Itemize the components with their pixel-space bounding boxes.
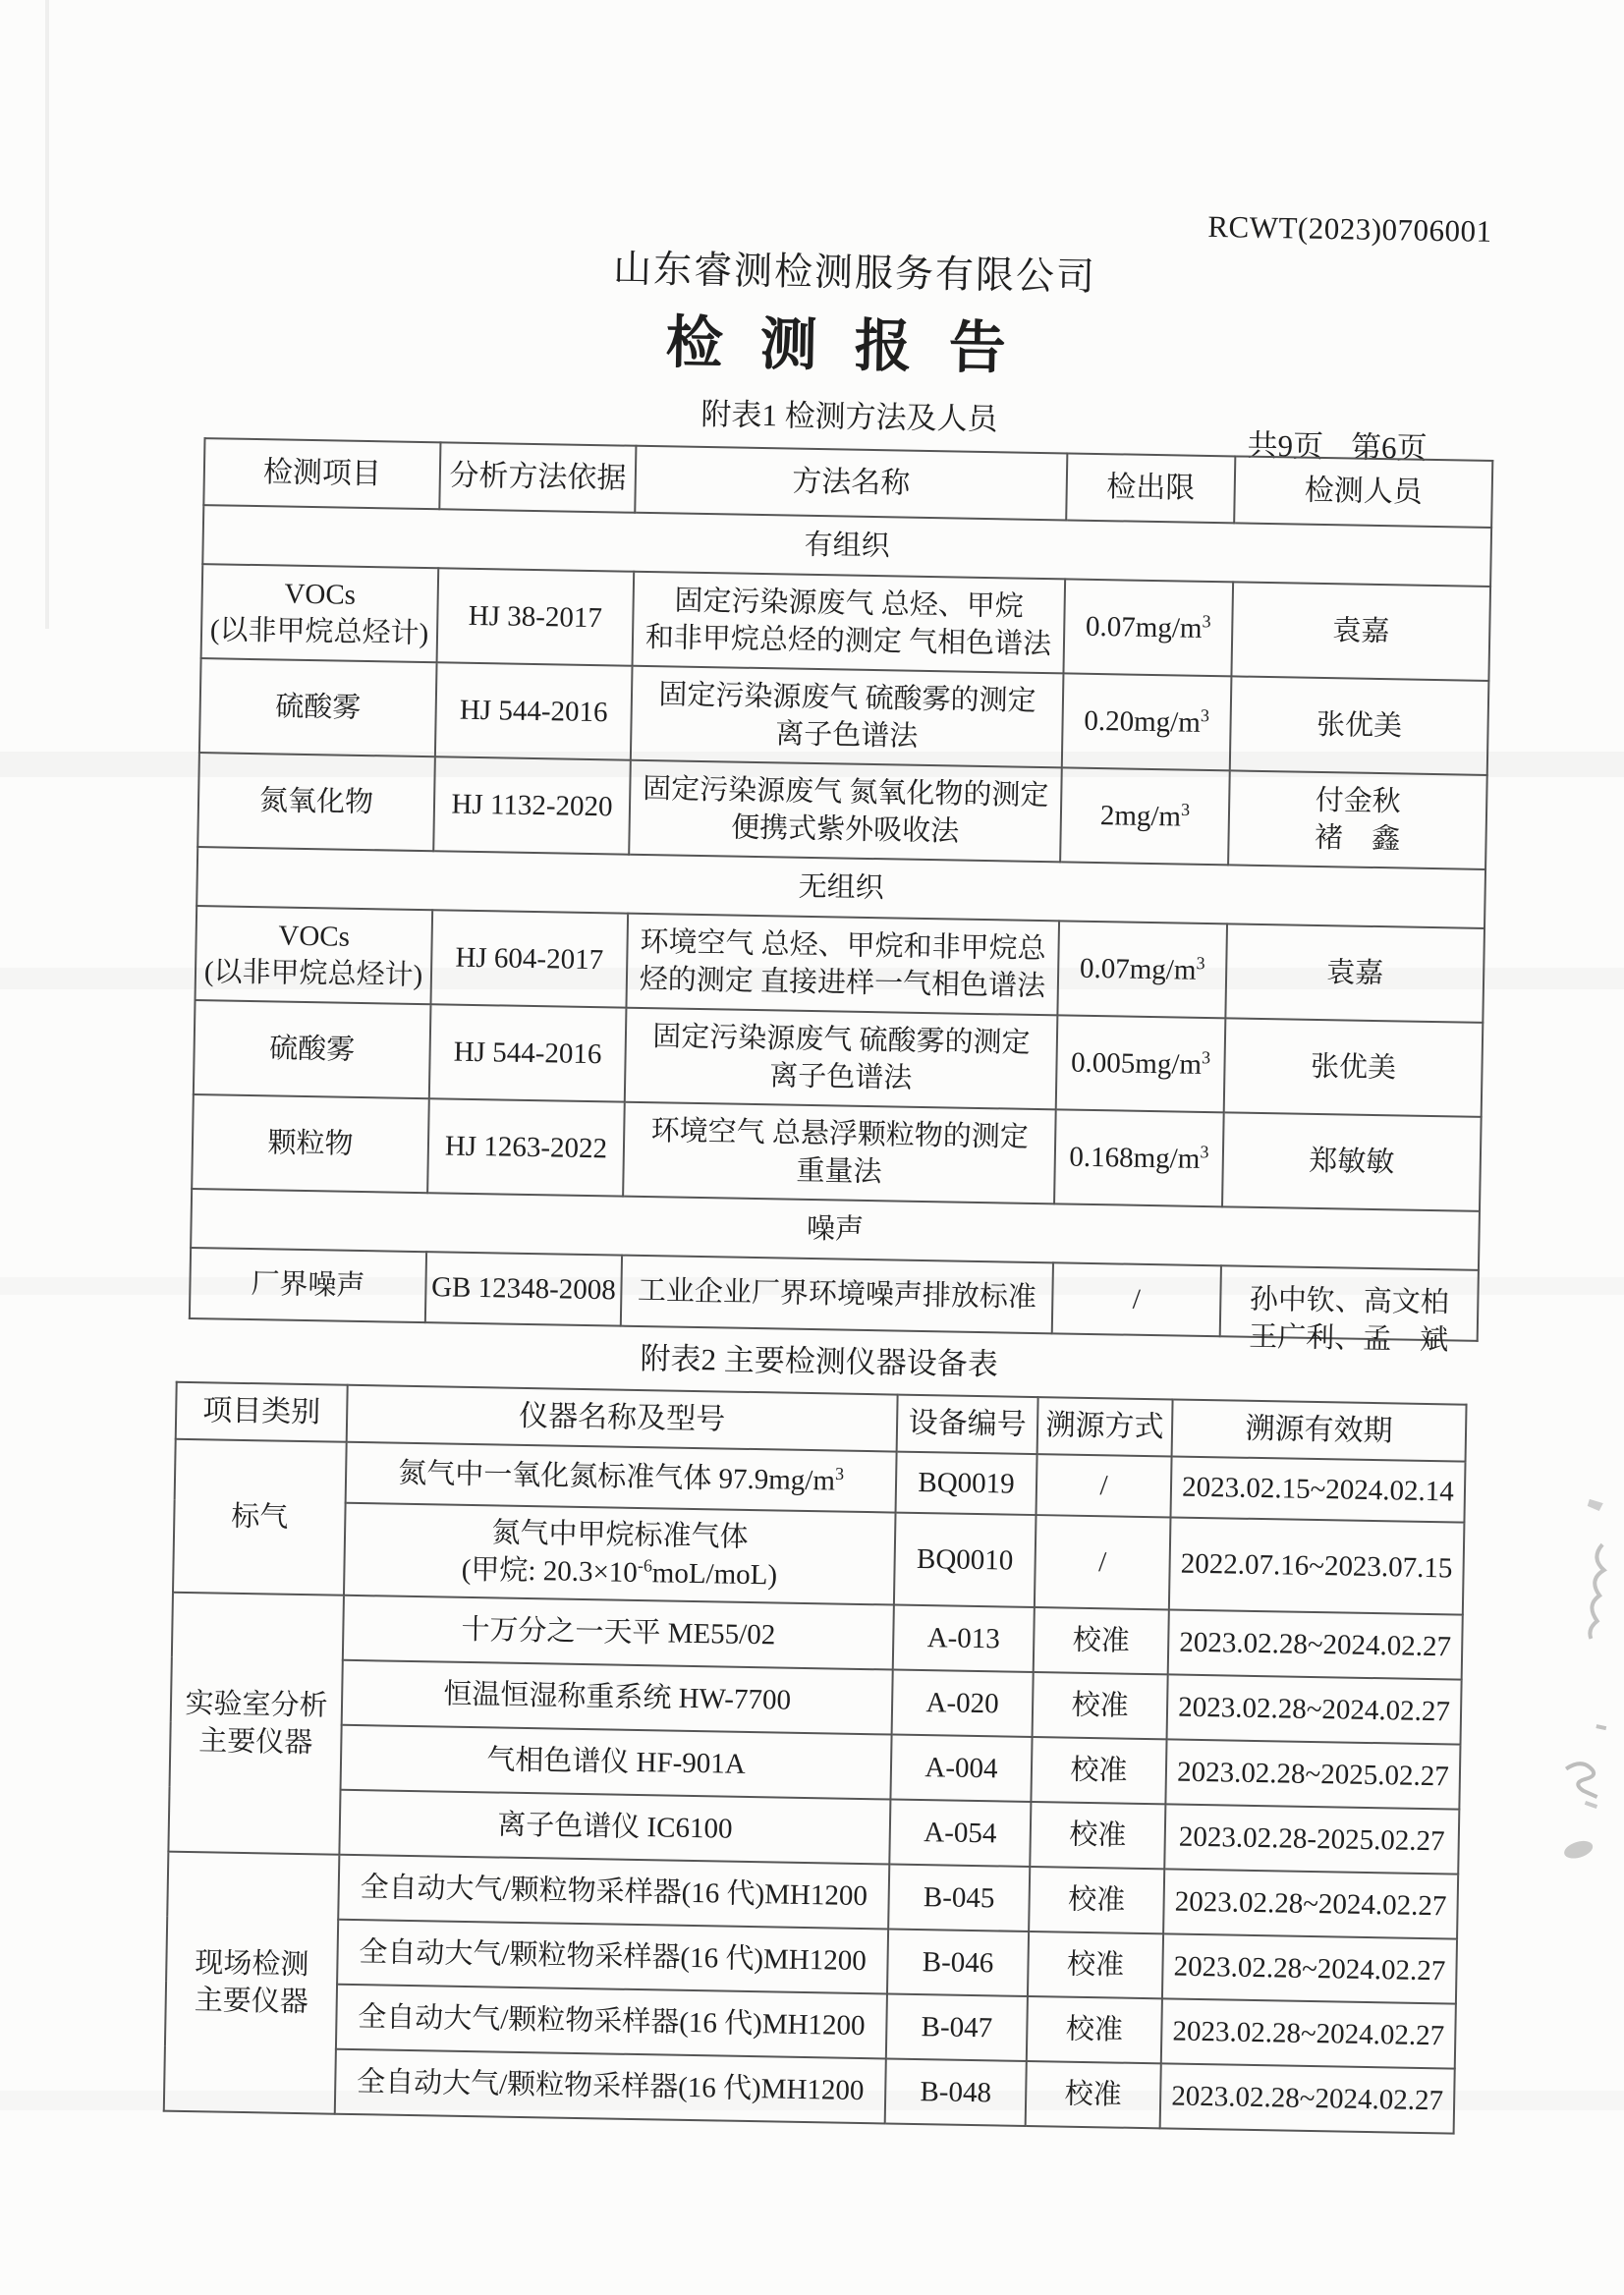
table1-cell: 固定污染源废气 氮氧化物的测定 便携式紫外吸收法 (629, 760, 1062, 863)
table1-cell: $0.07mg/m^3$ (1057, 921, 1227, 1018)
table2-cell: 全自动大气/颗粒物采样器(16 代)MH1200 (337, 1920, 888, 1994)
table2-cell: 恒温恒湿称重系统 HW-7700 (342, 1660, 893, 1735)
table1-cell: 环境空气 总烃、甲烷和非甲烷总 烃的测定 直接进样一气相色谱法 (626, 914, 1059, 1016)
table2-cell: 2023.02.28~2025.02.27 (1165, 1739, 1460, 1809)
table2-cell: 氮气中甲烷标准气体 (甲烷: $20.3\times 10^{-6}moL/moL$) (344, 1503, 896, 1605)
table2-cell: B-046 (887, 1929, 1029, 1995)
table2-cell: 2023.02.28~2024.02.27 (1163, 1869, 1458, 1938)
table2-cell: 校准 (1030, 1802, 1165, 1869)
table1-cell: 硫酸雾 (199, 658, 437, 756)
table1-section-label: 有组织 (202, 505, 1491, 587)
table2-caption: 附表2 主要检测仪器设备表 (640, 1340, 999, 1382)
table2-cell: 校准 (1033, 1672, 1168, 1739)
table1-cell: 环境空气 总悬浮颗粒物的测定 重量法 (623, 1102, 1056, 1204)
table1-cell: HJ 1132-2020 (433, 756, 631, 854)
company-name: 山东睿测检测服务有限公司 (612, 248, 1097, 299)
table1-header-cell: 检出限 (1066, 453, 1235, 523)
page-current: 第6页 (1350, 429, 1428, 466)
table2-cell: 气相色谱仪 HF-901A (341, 1725, 892, 1800)
table2-cell: 2023.02.28~2024.02.27 (1161, 1998, 1456, 2068)
table1-cell: HJ 544-2016 (429, 1004, 627, 1101)
table1-cell: HJ 1263-2022 (427, 1098, 625, 1196)
table1-cell: $0.168mg/m^3$ (1054, 1109, 1224, 1206)
table2-cell: 校准 (1029, 1867, 1164, 1933)
table1-header-cell: 检测项目 (203, 438, 440, 509)
pages-total: 共9页 (1247, 427, 1324, 464)
table2-cell: A-020 (892, 1670, 1034, 1737)
table2-category-cell: 实验室分析 主要仪器 (168, 1593, 344, 1855)
table2-cell: 全自动大气/颗粒物采样器(16 代)MH1200 (338, 1855, 889, 1930)
scan-artifact-squiggle (1543, 1484, 1618, 1682)
table2-cell: 2023.02.28-2025.02.27 (1164, 1804, 1459, 1874)
table1-cell: GB 12348-2008 (425, 1252, 622, 1325)
table2-cell: 校准 (1034, 1607, 1169, 1674)
table1-cell: VOCs (以非甲烷总烃计) (196, 906, 433, 1004)
table2-category-cell: 现场检测 主要仪器 (164, 1852, 340, 2114)
scan-artifact-handwriting (1544, 1717, 1614, 1875)
table2-cell: 氮气中一氧化氮标准气体 $97.9mg/m^3$ (346, 1442, 897, 1513)
table2-cell: A-004 (890, 1735, 1032, 1802)
page-title: 检测报告 (665, 310, 1044, 381)
table1-cell: 固定污染源废气 总烃、甲烷 和非甲烷总烃的测定 气相色谱法 (633, 572, 1066, 674)
table1-cell: $0.07mg/m^3$ (1063, 579, 1233, 676)
table1-cell: VOCs (以非甲烷总烃计) (201, 564, 439, 662)
table1-cell: 袁嘉 (1225, 924, 1484, 1023)
table2-cell: B-048 (885, 2058, 1027, 2125)
table2-cell: 十万分之一天平 ME55/02 (343, 1595, 894, 1670)
table2-cell: 离子色谱仪 IC6100 (339, 1790, 890, 1865)
table1-cell: 固定污染源废气 硫酸雾的测定 离子色谱法 (631, 666, 1064, 768)
table2-cell: 2023.02.15~2024.02.14 (1170, 1456, 1465, 1522)
table1-cell: HJ 38-2017 (437, 568, 635, 665)
table1-cell: HJ 604-2017 (430, 910, 628, 1007)
table1-cell: 颗粒物 (192, 1094, 429, 1193)
table1-cell: 袁嘉 (1231, 582, 1490, 681)
table2-cell: BQ0019 (896, 1452, 1037, 1515)
table1-cell: $0.20mg/m^3$ (1062, 673, 1232, 770)
table1-cell: 工业企业厂界环境噪声排放标准 (621, 1256, 1053, 1334)
table1-cell: 厂界噪声 (190, 1248, 426, 1322)
table1-cell: 孙中钦、高文柏 王广利、孟 斌 (1220, 1265, 1479, 1341)
methods-personnel-table (189, 437, 1493, 1357)
table2-cell: 2023.02.28~2024.02.27 (1167, 1674, 1462, 1744)
table2-cell: B-047 (886, 1993, 1028, 2060)
table1-cell: 硫酸雾 (194, 1000, 431, 1098)
table1-header-cell: 方法名称 (635, 446, 1067, 521)
table1-section-label: 噪声 (191, 1189, 1480, 1270)
table2-cell: A-054 (889, 1800, 1031, 1867)
report-number: RCWT(2023)0706001 (1207, 208, 1492, 249)
table2-cell: 校准 (1026, 2061, 1161, 2128)
table2-cell: / (1035, 1515, 1171, 1609)
table1-caption: 附表1 检测方法及人员 (700, 396, 998, 437)
table2-cell: B-045 (888, 1864, 1030, 1931)
table1-section-label: 无组织 (196, 847, 1485, 928)
table1-header-cell: 检测人员 (1234, 456, 1492, 528)
table1-cell: 付金秋 褚 鑫 (1228, 770, 1487, 869)
table2-header-cell: 设备编号 (897, 1395, 1038, 1454)
table2-cell: 校准 (1031, 1737, 1166, 1804)
table1-cell: 张优美 (1224, 1018, 1484, 1117)
table1-cell: $0.005mg/m^3$ (1056, 1015, 1226, 1112)
table2-cell: 全自动大气/颗粒物采样器(16 代)MH1200 (335, 2049, 886, 2124)
table1-cell: 张优美 (1230, 676, 1489, 775)
table2-cell: 全自动大气/颗粒物采样器(16 代)MH1200 (336, 1985, 887, 2059)
table1-header-cell: 分析方法依据 (439, 442, 636, 512)
table2-header-cell: 项目类别 (176, 1382, 348, 1442)
table2-cell: 2023.02.28~2024.02.27 (1162, 1933, 1457, 2003)
table1-cell: 固定污染源废气 硫酸雾的测定 离子色谱法 (625, 1008, 1058, 1110)
table2-header-cell: 溯源有效期 (1172, 1399, 1467, 1461)
table1-cell: $2mg/m^3$ (1060, 767, 1230, 865)
table2-cell: A-013 (893, 1605, 1035, 1672)
table1-cell: / (1052, 1262, 1221, 1336)
table2-cell: / (1036, 1454, 1172, 1517)
instruments-table (163, 1381, 1468, 2135)
table2-header-cell: 溯源方式 (1037, 1397, 1173, 1456)
table2-category-cell: 标气 (173, 1439, 347, 1595)
table2-cell: 2023.02.28~2024.02.27 (1168, 1609, 1463, 1679)
table1-cell: HJ 544-2016 (435, 662, 633, 759)
table1-cell: 氮氧化物 (197, 753, 435, 851)
table2-cell: BQ0010 (894, 1513, 1036, 1607)
table2-cell: 2022.07.16~2023.07.15 (1169, 1517, 1465, 1614)
table2-cell: 2023.02.28~2024.02.27 (1160, 2063, 1455, 2133)
table2-cell: 校准 (1027, 1996, 1162, 2063)
table2-header-cell: 仪器名称及型号 (347, 1385, 898, 1452)
table2-cell: 校准 (1028, 1931, 1163, 1998)
table1-cell: 郑敏敏 (1222, 1112, 1482, 1211)
